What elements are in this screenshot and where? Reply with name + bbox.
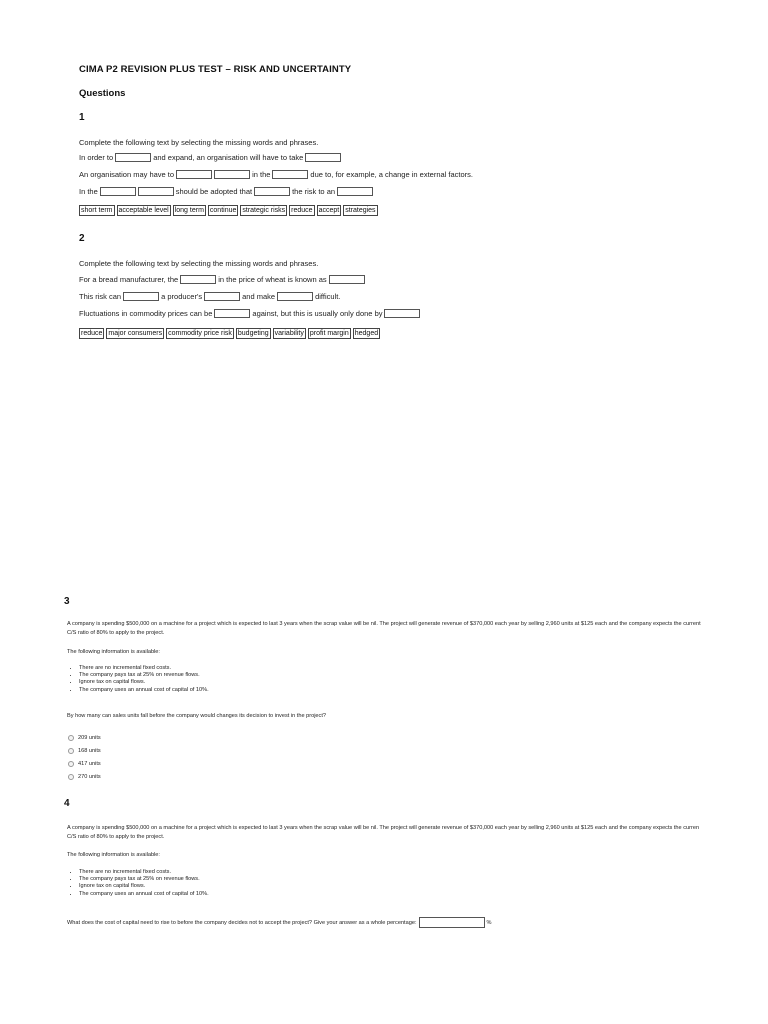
q3-info-item: • The company uses an annual cost of capital of 10%.	[79, 687, 209, 694]
q3-scenario-line-2: C/S ratio of 80% to apply to the project.	[67, 630, 165, 636]
question-number-4: 4	[64, 798, 70, 809]
q2-line-3	[79, 309, 420, 318]
q2-line3-text-a: Fluctuations in commodity prices can be	[79, 309, 213, 318]
q2-option-commodity-price-risk[interactable]: commodity price risk	[168, 330, 232, 337]
q3-choice-3[interactable]	[68, 761, 101, 767]
q1-line2-text-c: due to, for example, a change in external factors.	[310, 170, 474, 179]
q2-instruction: Complete the following text by selecting the missing words and phrases.	[79, 259, 319, 268]
q4-question: What does the cost of capital need to rise to before the company decides not to accept the project? Give your answer as a whole percentage:	[67, 919, 417, 926]
q4-scenario-line-2: C/S ratio of 80% to apply to the project.	[67, 834, 165, 840]
q4-info-list	[67, 869, 209, 898]
q1-line2-text-b: in the	[252, 170, 271, 179]
q1-line3-text-c: the risk to an	[292, 187, 336, 196]
q1-blank-7[interactable]	[138, 187, 174, 196]
q1-blank-2[interactable]	[305, 153, 341, 162]
q2-option-hedged[interactable]: hedged	[354, 330, 379, 337]
q1-option-long-term[interactable]: long term	[174, 207, 204, 214]
q1-line3-text-a: In the	[79, 187, 98, 196]
q2-line-1	[79, 275, 365, 284]
q1-blank-3[interactable]	[176, 170, 212, 179]
question-number-1: 1	[79, 112, 85, 123]
q2-options	[79, 328, 380, 339]
q3-choice-4[interactable]	[68, 774, 101, 780]
q4-info-item: • Ignore tax on capital flows.	[79, 883, 209, 890]
q1-options	[79, 205, 378, 216]
q3-scenario-line-1: A company is spending $500,000 on a machine for a project which is expected to last 3 years when the scrap value will be nil. The project will generate revenue of $370,000 each year by selling 2,960 units at $125 each and the company expects the current	[67, 621, 701, 627]
q3-choice-label: 417 units	[78, 761, 101, 767]
q4-info-item: • The company pays tax at 25% on revenue flows.	[79, 876, 209, 883]
q3-choice-label: 270 units	[78, 774, 101, 780]
q1-line-3	[79, 187, 373, 196]
q3-info-item: • The company pays tax at 25% on revenue flows.	[79, 672, 209, 679]
q1-blank-1[interactable]	[115, 153, 151, 162]
q1-blank-9[interactable]	[337, 187, 373, 196]
q1-line-2	[79, 170, 473, 179]
q2-blank-6[interactable]	[214, 309, 250, 318]
q2-blank-3[interactable]	[123, 292, 159, 301]
q2-option-variability[interactable]: variability	[274, 330, 304, 337]
q1-option-continue[interactable]: continue	[209, 207, 237, 214]
q1-blank-6[interactable]	[100, 187, 136, 196]
q4-scenario-line-1: A company is spending $500,000 on a machine for a project which is expected to last 3 years when the scrap value will be nil. The project will generate revenue of $370,000 each year by selling 2,960 units at $125 each and the company expects the curren	[67, 825, 700, 831]
q1-line2-text-a: An organisation may have to	[79, 170, 175, 179]
q3-info-heading: The following information is available:	[67, 649, 160, 655]
q1-option-strategic-risks[interactable]: strategic risks	[242, 207, 286, 214]
q4-answer-input[interactable]	[419, 917, 485, 928]
q2-option-budgeting[interactable]: budgeting	[237, 330, 269, 337]
q2-line1-text-a: For a bread manufacturer, the	[79, 275, 179, 284]
q1-blank-4[interactable]	[214, 170, 250, 179]
q3-choice-1[interactable]	[68, 735, 101, 741]
q2-line3-text-b: against, but this is usually only done by	[252, 309, 383, 318]
q1-instruction: Complete the following text by selecting the missing words and phrases.	[79, 138, 319, 147]
q3-info-item: • Ignore tax on capital flows.	[79, 679, 209, 686]
q4-unit: %	[486, 919, 492, 926]
q1-line3-text-b: should be adopted that	[175, 187, 253, 196]
q2-line2-text-c: and make	[242, 292, 276, 301]
q1-option-acceptable-level[interactable]: acceptable level	[118, 207, 169, 214]
q2-blank-1[interactable]	[180, 275, 216, 284]
q2-line1-text-b: in the price of wheat is known as	[218, 275, 327, 284]
q2-blank-7[interactable]	[384, 309, 420, 318]
q2-line2-text-d: difficult.	[315, 292, 341, 301]
q4-info-item: • There are no incremental fixed costs.	[79, 869, 209, 876]
radio-button-icon[interactable]	[68, 748, 74, 754]
q2-option-reduce[interactable]: reduce	[81, 330, 103, 337]
q3-choice-label: 209 units	[78, 735, 101, 741]
q4-info-heading: The following information is available:	[67, 852, 160, 858]
q4-info-item: • The company uses an annual cost of capital of 10%.	[79, 891, 209, 898]
q3-choice-label: 168 units	[78, 748, 101, 754]
q1-option-short-term[interactable]: short term	[81, 207, 113, 214]
q2-option-profit-margin[interactable]: profit margin	[309, 330, 349, 337]
q1-blank-5[interactable]	[272, 170, 308, 179]
q1-blank-8[interactable]	[254, 187, 290, 196]
q3-info-item: • There are no incremental fixed costs.	[79, 665, 209, 672]
q1-option-accept[interactable]: accept	[318, 207, 340, 214]
q2-line-2	[79, 292, 340, 301]
radio-button-icon[interactable]	[68, 761, 74, 767]
document-title: CIMA P2 REVISION PLUS TEST – RISK AND UNCERTAINTY	[79, 64, 352, 75]
radio-button-icon[interactable]	[68, 735, 74, 741]
q3-choice-2[interactable]	[68, 748, 101, 754]
radio-button-icon[interactable]	[68, 774, 74, 780]
q2-line2-text-b: a producer's	[161, 292, 203, 301]
q3-info-list	[67, 665, 209, 694]
q1-line1-text-a: In order to	[79, 153, 114, 162]
q3-question: By how many can sales units fall before the company would changes its decision to invest in the project?	[67, 713, 327, 719]
q2-blank-5[interactable]	[277, 292, 313, 301]
q1-line1-text-b: and expand, an organisation will have to take	[153, 153, 304, 162]
question-number-2: 2	[79, 233, 85, 244]
q2-blank-4[interactable]	[204, 292, 240, 301]
q1-option-reduce[interactable]: reduce	[291, 207, 313, 214]
q2-line2-text-a: This risk can	[79, 292, 122, 301]
q4-question-row	[67, 917, 492, 928]
q2-option-major-consumers[interactable]: major consumers	[108, 330, 163, 337]
q2-blank-2[interactable]	[329, 275, 365, 284]
q1-line-1	[79, 153, 341, 162]
question-number-3: 3	[64, 596, 70, 607]
q1-option-strategies[interactable]: strategies	[345, 207, 376, 214]
section-heading: Questions	[79, 88, 126, 99]
